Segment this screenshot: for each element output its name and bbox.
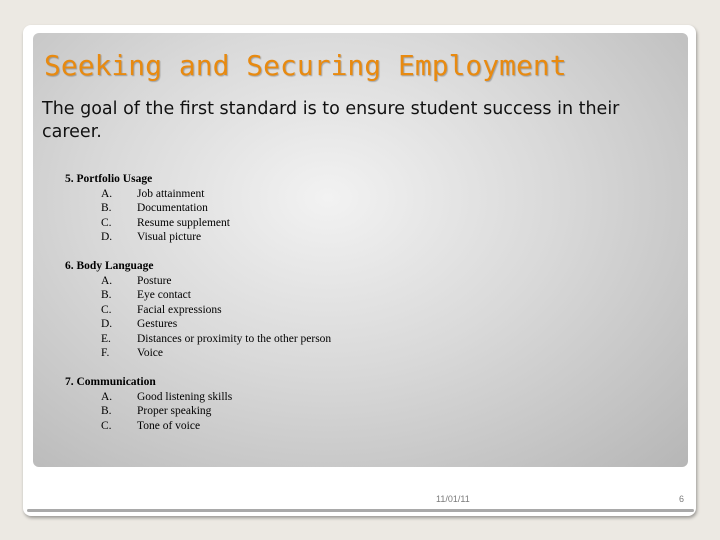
item-letter: B. (101, 405, 112, 417)
intro-text: The goal of the first standard is to ensure student success in their career. (42, 99, 620, 142)
item-letter: F. (101, 347, 110, 359)
item-text: Visual picture (137, 231, 202, 243)
item-text: Good listening skills (137, 390, 233, 403)
item-text: Documentation (137, 202, 208, 214)
list-item (65, 404, 331, 419)
list-item (65, 317, 331, 332)
list-item (65, 346, 331, 361)
standards-outline (65, 172, 331, 433)
list-item (65, 230, 331, 245)
slide-date: 11/01/11 (436, 494, 470, 504)
item-text: Distances or proximity to the other person (137, 332, 332, 345)
item-letter: A. (101, 274, 113, 287)
section-spacer (65, 245, 331, 260)
section-spacer (65, 361, 331, 376)
item-letter: B. (101, 202, 112, 214)
slide-page-number: 6 (679, 494, 685, 504)
item-letter: D. (101, 318, 113, 330)
list-item (65, 187, 331, 202)
item-text: Resume supplement (137, 216, 230, 229)
list-item (65, 390, 331, 405)
list-item (65, 274, 331, 289)
list-item (65, 201, 331, 216)
item-letter: D. (101, 231, 113, 243)
list-item (65, 419, 331, 434)
item-text: Proper speaking (137, 405, 212, 417)
section-heading-body-language: 6. Body Language (65, 260, 154, 272)
item-text: Facial expressions (137, 303, 222, 316)
item-letter: C. (101, 216, 112, 229)
item-letter: C. (101, 303, 112, 316)
slide-bottom-divider (27, 509, 694, 512)
item-text: Posture (137, 274, 172, 287)
item-text: Tone of voice (137, 419, 201, 432)
item-text: Gestures (137, 318, 178, 330)
item-letter: E. (101, 332, 111, 345)
section-heading-portfolio-usage: 5. Portfolio Usage (65, 173, 153, 185)
item-letter: C. (101, 419, 112, 432)
list-item (65, 288, 331, 303)
slide-title: Seeking and Securing Employment (44, 49, 567, 82)
item-text: Eye contact (137, 289, 191, 301)
section-heading-communication: 7. Communication (65, 376, 156, 388)
list-item (65, 332, 331, 347)
item-text: Job attainment (137, 187, 205, 200)
item-text: Voice (137, 347, 163, 359)
item-letter: B. (101, 289, 112, 301)
list-item (65, 216, 331, 231)
item-letter: A. (101, 390, 113, 403)
item-letter: A. (101, 187, 113, 200)
list-item (65, 303, 331, 318)
